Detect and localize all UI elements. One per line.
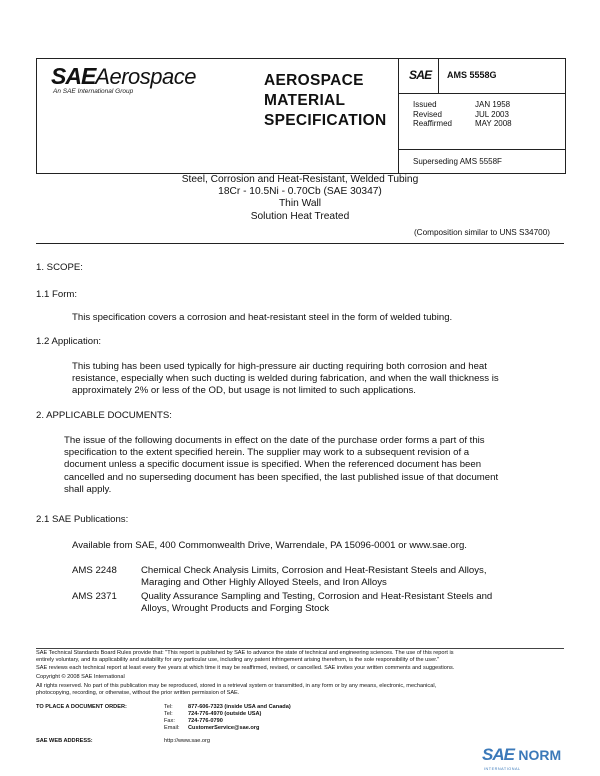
sae-norm-watermark: SAE NORM	[482, 745, 562, 764]
contact-values: 877-606-7323 (inside USA and Canada) 724-776-4970 (outside USA) 724-776-0790 CustomerService@sae.org	[188, 704, 291, 731]
document-type-title: AEROSPACE MATERIAL SPECIFICATION	[264, 72, 387, 129]
paragraph: Available from SAE, 400 Commonwealth Drive, Warrendale, PA 15096-0001 or www.sae.org.	[72, 540, 467, 551]
header-divider	[398, 149, 565, 150]
section-heading: 1. SCOPE:	[36, 262, 83, 273]
paragraph: This specification covers a corrosion and heat-resistant steel in the form of welded tubing.	[72, 312, 453, 323]
order-label: TO PLACE A DOCUMENT ORDER:	[36, 704, 127, 710]
document-header	[36, 58, 566, 174]
title-divider	[36, 243, 564, 244]
header-divider	[438, 59, 439, 93]
contact-labels: Tel: Tel: Fax: Email:	[164, 704, 180, 731]
footer-review-note: SAE reviews each technical report at least every five years at which time it may be reaffirmed, revised, or cancelled. SAE invites your written comments and suggestions.	[36, 665, 455, 671]
logo-subtitle: An SAE International Group	[53, 88, 134, 95]
footer-disclaimer: SAE Technical Standards Board Rules provide that: "This report is published by SAE to advance the state of technical and engineering sciences. The use of this report is entirely voluntary, and its applicability and suitability for any particular use, including any patent infringement arising therefrom, is the sole responsibility of the user."	[36, 650, 454, 663]
composition-note: (Composition similar to UNS S34700)	[413, 228, 550, 237]
footer-rights: All rights reserved. No part of this publication may be reproduced, stored in a retrieval system or transmitted, in any form or by any means, electronic, mechanical, photocopying, recording, or otherwise, without the prior written permission of SAE.	[36, 683, 437, 696]
footer-copyright: Copyright © 2008 SAE International	[36, 674, 125, 680]
section-heading: 2. APPLICABLE DOCUMENTS:	[36, 410, 172, 421]
reference-title: Chemical Check Analysis Limits, Corrosion and Heat-Resistant Steels and Alloys, Maraging and Other Highly Alloyed Steels, and Iron Alloys	[141, 565, 487, 589]
subsection-heading: 1.1 Form:	[36, 289, 78, 300]
email-link[interactable]: CustomerService@sae.org	[188, 725, 260, 731]
date-values: JAN 1958 JUL 2003 MAY 2008	[475, 100, 512, 128]
paragraph: This tubing has been used typically for high-pressure air ducting requiring both corrosion and heat resistance, especially when such ducting is welded during fabrication, and when the wall thickness is approximately 2% or less of the OD, but usage is not limited to such applications.	[72, 361, 499, 397]
subsection-heading: 1.2 Application:	[36, 336, 102, 347]
watermark-subtitle: INTERNATIONAL	[484, 767, 521, 771]
paragraph: The issue of the following documents in effect on the date of the purchase order forms a part of this specification to the extent specified herein. The supplier may work to a subsequent revision of a document unless a specific document issue is specified. When the referenced document has been cancelled and no superseding document has been specified, the last published issue of that document shall apply.	[64, 435, 499, 495]
reference-code: AMS 2371	[72, 591, 117, 602]
spec-number: AMS 5558G	[447, 70, 497, 80]
sae-mini-logo: SAE	[409, 68, 432, 82]
subsection-heading: 2.1 SAE Publications:	[36, 514, 129, 525]
sae-aerospace-logo: SAEAerospace	[51, 63, 196, 89]
web-link[interactable]: http://www.sae.org	[164, 738, 211, 744]
superseding-note: Superseding AMS 5558F	[413, 157, 502, 166]
reference-code: AMS 2248	[72, 565, 117, 576]
footer-divider	[36, 648, 564, 649]
reference-title: Quality Assurance Sampling and Testing, Corrosion and Heat-Resistant Steels and Alloys, Wrought Products and Forging Stock	[141, 591, 493, 615]
spec-title-block: Steel, Corrosion and Heat-Resistant, Welded Tubing 18Cr - 10.5Ni - 0.70Cb (SAE 30347) Thin Wall Solution Heat Treated	[181, 174, 419, 222]
date-labels: Issued Revised Reaffirmed	[413, 100, 452, 128]
web-label: SAE WEB ADDRESS:	[36, 738, 93, 744]
